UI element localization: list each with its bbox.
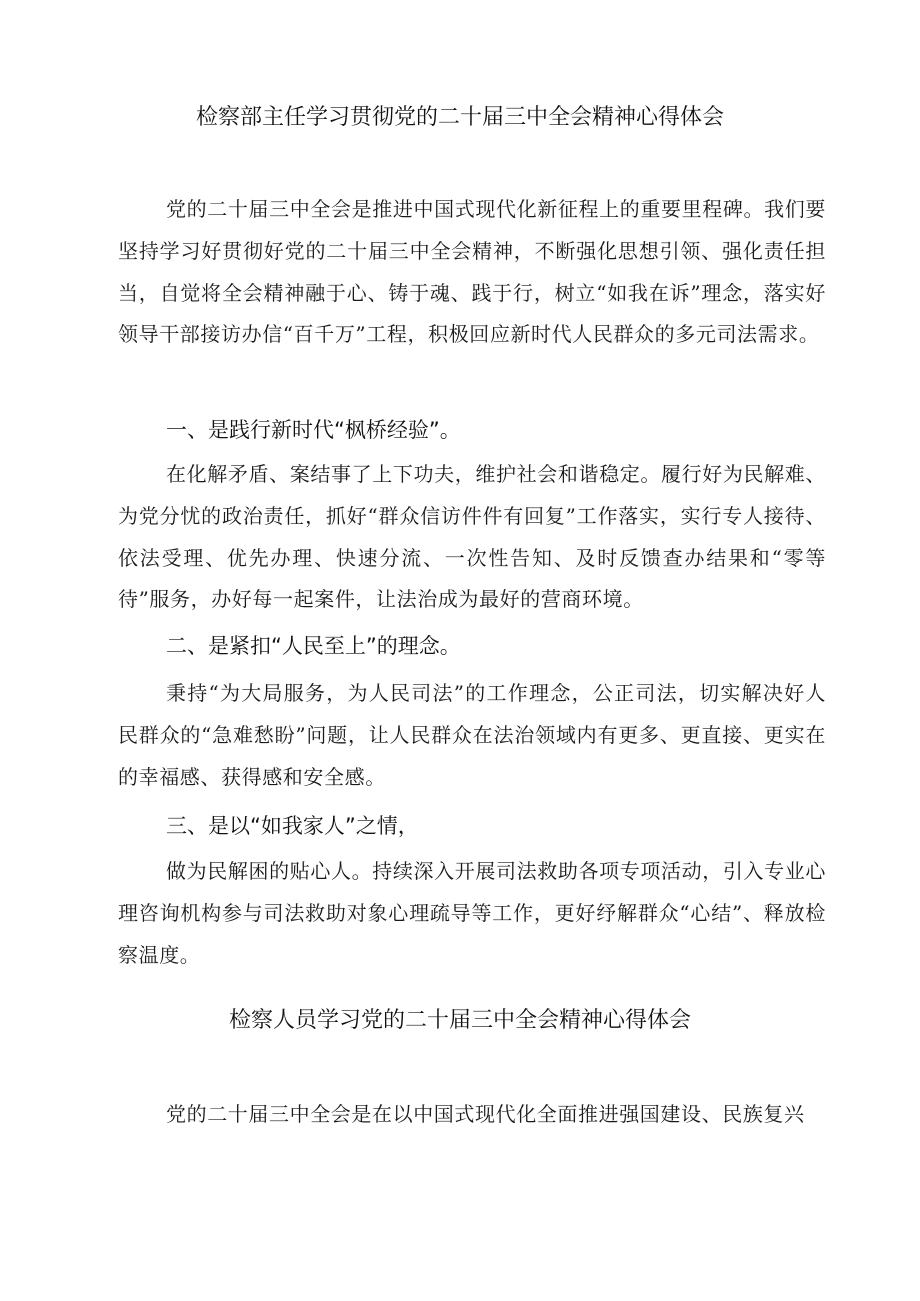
section-heading-2: 二、是紧扣“人民至上”的理念。 <box>166 634 461 658</box>
section-body-2: 秉持“为大局服务，为人民司法”的工作理念，公正司法，切实解决好人民群众的“急难愁盼”问题，让人民群众在法治领域内有更多、更直接、更实在的幸福感、获得感和安全感。 <box>118 681 826 789</box>
section-heading-1: 一、是践行新时代“枫桥经验”。 <box>166 418 461 442</box>
section-heading-3: 三、是以“如我家人”之情， <box>166 814 419 838</box>
second-document-title: 检察人员学习党的二十届三中全会精神心得体会 <box>228 1008 691 1033</box>
second-intro-paragraph: 党的二十届三中全会是在以中国式现代化全面推进强国建设、民族复兴 <box>166 1102 805 1126</box>
section-body-3: 做为民解困的贴心人。持续深入开展司法救助各项专项活动，引入专业心理咨询机构参与司法救助对象心理疏导等工作，更好纾解群众“心结”、释放检察温度。 <box>118 859 826 967</box>
intro-paragraph: 党的二十届三中全会是推进中国式现代化新征程上的重要里程碑。我们要坚持学习好贯彻好党的二十届三中全会精神，不断强化思想引领、强化责任担当，自觉将全会精神融于心、铸于魂、践于行，树立“如我在诉”理念，落实好领导干部接访办信“百千万”工程，积极回应新时代人民群众的多元司法需求。 <box>118 197 826 347</box>
document-title: 检察部主任学习贯彻党的二十届三中全会精神心得体会 <box>195 105 724 130</box>
section-body-1: 在化解矛盾、案结事了上下功夫，维护社会和谐稳定。履行好为民解难、为党分忧的政治责任，抓好“群众信访件件有回复”工作落实，实行专人接待、依法受理、优先办理、快速分流、一次性告知、及时反馈查办结果和“零等待”服务，办好每一起案件，让法治成为最好的营商环境。 <box>118 462 826 612</box>
